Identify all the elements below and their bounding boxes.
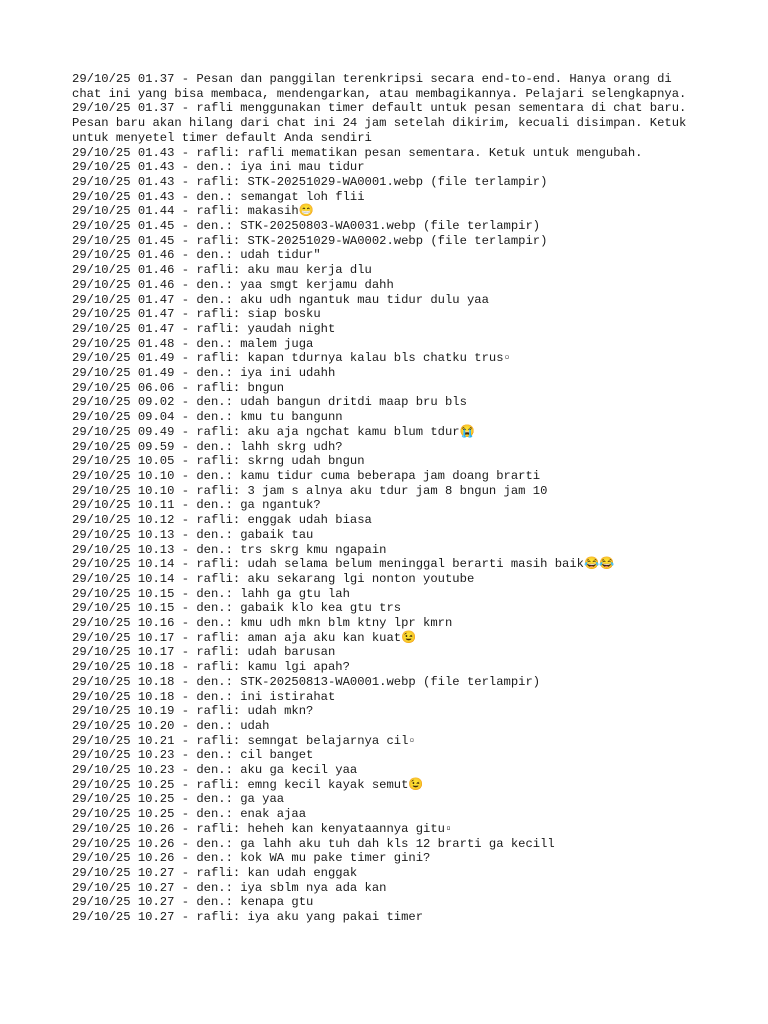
chat-line: 29/10/25 10.21 - rafli: semngat belajarnya cil▫ <box>72 733 416 748</box>
chat-log-document <box>72 72 702 925</box>
chat-line: 29/10/25 01.45 - den.: STK-20250803-WA0031.webp (file terlampir) <box>72 219 541 234</box>
chat-line: 29/10/25 09.59 - den.: lahh skrg udh? <box>72 439 343 454</box>
chat-line: 29/10/25 09.04 - den.: kmu tu bangunn <box>72 410 343 425</box>
chat-line: 29/10/25 01.44 - rafli: makasih😁 <box>72 204 314 219</box>
chat-line: 29/10/25 10.23 - den.: aku ga kecil yaa <box>72 763 358 778</box>
chat-line: 29/10/25 10.19 - rafli: udah mkn? <box>72 704 314 719</box>
chat-line: 29/10/25 01.49 - den.: iya ini udahh <box>72 366 336 381</box>
chat-line: 29/10/25 10.25 - den.: ga yaa <box>72 792 285 807</box>
chat-line: 29/10/25 10.17 - rafli: aman aja aku kan kuat😉 <box>72 630 417 645</box>
chat-line: 29/10/25 01.48 - den.: malem juga <box>72 336 314 351</box>
chat-line: 29/10/25 01.37 - Pesan dan panggilan terenkripsi secara end-to-end. Hanya orang di chat ini yang bisa membaca, mendengarkan, atau membagikannya. Pelajari selengkapnya. <box>72 72 687 101</box>
chat-line: 29/10/25 10.27 - rafli: kan udah enggak <box>72 865 358 880</box>
chat-line: 29/10/25 09.49 - rafli: aku aja ngchat kamu blum tdur😭 <box>72 424 475 439</box>
chat-line: 29/10/25 10.25 - rafli: emng kecil kayak semut😉 <box>72 777 424 792</box>
chat-line: 29/10/25 10.26 - rafli: heheh kan kenyataannya gitu▫ <box>72 821 453 836</box>
chat-line: 29/10/25 10.16 - den.: kmu udh mkn blm ktny lpr kmrn <box>72 616 453 631</box>
chat-line: 29/10/25 10.25 - den.: enak ajaa <box>72 807 307 822</box>
chat-line: 29/10/25 10.26 - den.: ga lahh aku tuh dah kls 12 brarti ga kecill <box>72 836 555 851</box>
chat-line: 29/10/25 10.14 - rafli: udah selama belum meninggal berarti masih baik😂😂 <box>72 557 615 572</box>
chat-line: 29/10/25 10.15 - den.: gabaik klo kea gtu trs <box>72 601 402 616</box>
chat-line: 29/10/25 10.23 - den.: cil banget <box>72 748 314 763</box>
chat-line: 29/10/25 10.13 - den.: trs skrg kmu ngapain <box>72 542 387 557</box>
chat-line: 29/10/25 10.17 - rafli: udah barusan <box>72 645 336 660</box>
chat-line: 29/10/25 01.45 - rafli: STK-20251029-WA0002.webp (file terlampir) <box>72 233 548 248</box>
chat-line: 29/10/25 01.47 - rafli: siap bosku <box>72 307 321 322</box>
chat-line: 29/10/25 10.12 - rafli: enggak udah biasa <box>72 513 372 528</box>
chat-line: 29/10/25 01.47 - rafli: yaudah night <box>72 321 336 336</box>
chat-line: 29/10/25 10.26 - den.: kok WA mu pake timer gini? <box>72 851 431 866</box>
chat-line: 29/10/25 10.10 - den.: kamu tidur cuma beberapa jam doang brarti <box>72 468 541 483</box>
chat-line: 29/10/25 10.27 - den.: kenapa gtu <box>72 895 314 910</box>
chat-line: 29/10/25 10.18 - den.: ini istirahat <box>72 689 336 704</box>
chat-line: 29/10/25 01.43 - den.: semangat loh flii <box>72 189 365 204</box>
chat-line: 29/10/25 10.05 - rafli: skrng udah bngun <box>72 454 365 469</box>
chat-line: 29/10/25 01.37 - rafli menggunakan timer default untuk pesan sementara di chat baru. Pesan baru akan hilang dari chat ini 24 jam setelah dikirim, kecuali disimpan. Ketuk untuk menyetel timer default Anda sendiri <box>72 101 694 145</box>
chat-line: 29/10/25 10.20 - den.: udah <box>72 718 270 733</box>
chat-line: 29/10/25 10.27 - den.: iya sblm nya ada kan <box>72 880 387 895</box>
chat-line: 29/10/25 01.43 - rafli: STK-20251029-WA0001.webp (file terlampir) <box>72 174 548 189</box>
chat-line: 29/10/25 10.15 - den.: lahh ga gtu lah <box>72 586 350 601</box>
chat-line: 29/10/25 01.46 - rafli: aku mau kerja dlu <box>72 263 372 278</box>
chat-line: 29/10/25 10.11 - den.: ga ngantuk? <box>72 498 321 513</box>
chat-line: 29/10/25 10.27 - rafli: iya aku yang pakai timer <box>72 910 424 925</box>
chat-line: 29/10/25 09.02 - den.: udah bangun dritdi maap bru bls <box>72 395 467 410</box>
chat-line: 29/10/25 10.18 - rafli: kamu lgi apah? <box>72 660 350 675</box>
chat-line: 29/10/25 01.43 - rafli: rafli mematikan pesan sementara. Ketuk untuk mengubah. <box>72 145 643 160</box>
chat-line: 29/10/25 01.46 - den.: udah tidur" <box>72 248 321 263</box>
chat-line: 29/10/25 10.18 - den.: STK-20250813-WA0001.webp (file terlampir) <box>72 674 541 689</box>
chat-line: 29/10/25 01.46 - den.: yaa smgt kerjamu dahh <box>72 277 394 292</box>
chat-line: 29/10/25 10.13 - den.: gabaik tau <box>72 527 314 542</box>
chat-line: 29/10/25 01.47 - den.: aku udh ngantuk mau tidur dulu yaa <box>72 292 489 307</box>
chat-line: 29/10/25 06.06 - rafli: bngun <box>72 380 285 395</box>
chat-line: 29/10/25 10.10 - rafli: 3 jam s alnya aku tdur jam 8 bngun jam 10 <box>72 483 548 498</box>
chat-line: 29/10/25 01.43 - den.: iya ini mau tidur <box>72 160 365 175</box>
chat-line: 29/10/25 10.14 - rafli: aku sekarang lgi nonton youtube <box>72 571 475 586</box>
chat-line: 29/10/25 01.49 - rafli: kapan tdurnya kalau bls chatku trus▫ <box>72 351 511 366</box>
